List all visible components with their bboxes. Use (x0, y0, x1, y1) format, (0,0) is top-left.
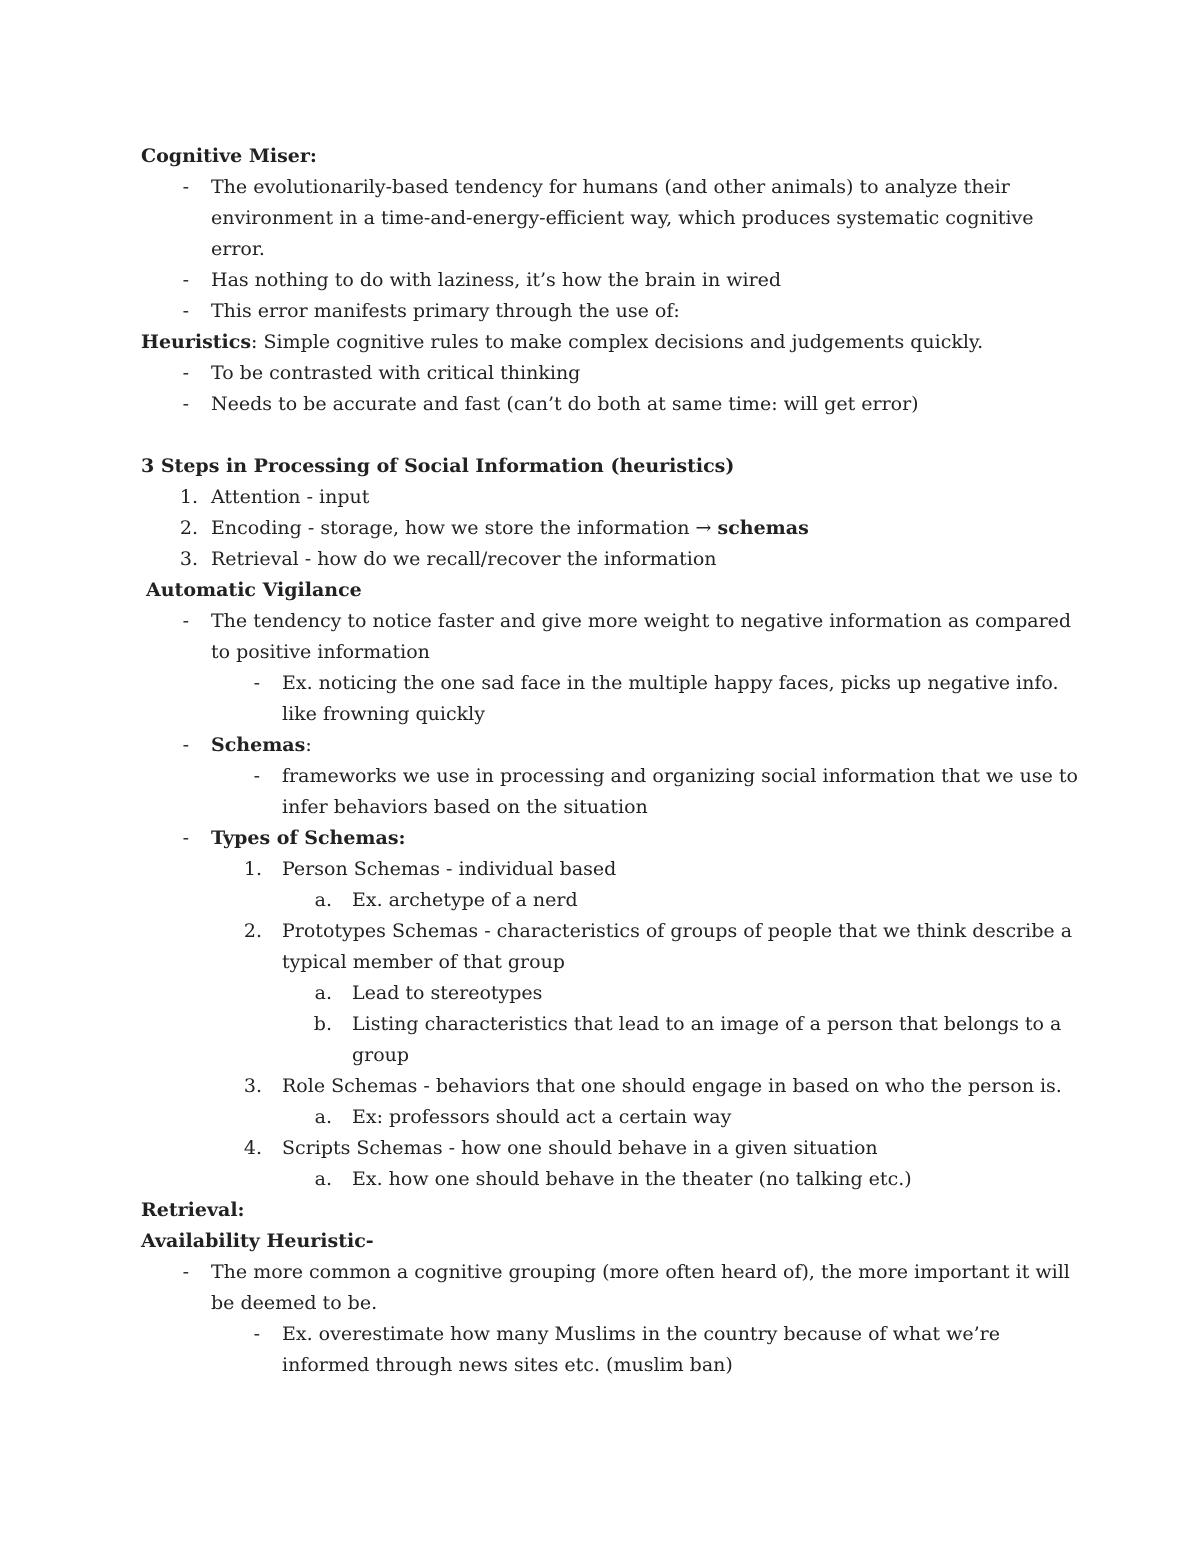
scripts-schemas-example: Ex. how one should behave in the theater (no talking etc.) (352, 1168, 912, 1190)
schemas-definition: frameworks we use in processing and organizing social information that we use to (282, 765, 1078, 787)
scripts-schemas: Scripts Schemas - how one should behave in a given situation (282, 1137, 878, 1159)
bullet-dash: - (182, 300, 189, 322)
step-encoding-schemas: schemas (717, 517, 809, 539)
cognitive-miser-definition: error. (211, 238, 265, 260)
list-number: 1. (243, 858, 262, 880)
bullet-dash: - (253, 672, 260, 694)
list-number: 4. (243, 1137, 262, 1159)
prototype-schemas-a: Lead to stereotypes (352, 982, 543, 1004)
steps-heading: 3 Steps in Processing of Social Information (heuristics) (141, 455, 735, 477)
availability-example: Ex. overestimate how many Muslims in the country because of what we’re (282, 1323, 1000, 1345)
vigilance-heading: Automatic Vigilance (146, 579, 362, 601)
bullet-dash: - (182, 1261, 189, 1283)
list-letter: a. (314, 982, 332, 1004)
list-number: 2. (179, 517, 198, 539)
list-letter: b. (313, 1013, 332, 1035)
role-schemas: Role Schemas - behaviors that one should engage in based on who the person is. (282, 1075, 1062, 1097)
bullet-dash: - (253, 1323, 260, 1345)
retrieval-heading: Retrieval: (141, 1199, 245, 1221)
bullet-dash: - (182, 827, 189, 849)
heuristics-accurate: Needs to be accurate and fast (can’t do both at same time: will get error) (211, 393, 919, 415)
availability-example: informed through news sites etc. (muslim ban) (282, 1354, 733, 1376)
schemas-label: Schemas (211, 734, 306, 756)
bullet-dash: - (182, 734, 189, 756)
manifests-note: This error manifests primary through the use of: (211, 300, 680, 322)
list-letter: a. (314, 1106, 332, 1128)
vigilance-definition: to positive information (211, 641, 430, 663)
list-number: 2. (243, 920, 262, 942)
bullet-dash: - (253, 765, 260, 787)
availability-heuristic-heading: Availability Heuristic- (141, 1230, 374, 1252)
cognitive-miser-heading: Cognitive Miser: (141, 145, 317, 167)
vigilance-example: Ex. noticing the one sad face in the multiple happy faces, picks up negative info. (282, 672, 1059, 694)
step-retrieval: Retrieval - how do we recall/recover the information (211, 548, 717, 570)
bullet-dash: - (182, 610, 189, 632)
cognitive-miser-definition: environment in a time-and-energy-efficient way, which produces systematic cognitive (211, 207, 1034, 229)
laziness-note: Has nothing to do with laziness, it’s how the brain in wired (211, 269, 782, 291)
schemas-heading (211, 730, 312, 761)
list-number: 3. (243, 1075, 262, 1097)
list-letter: a. (314, 889, 332, 911)
types-of-schemas-heading: Types of Schemas: (211, 827, 406, 849)
bullet-dash: - (182, 176, 189, 198)
prototype-schemas-b: Listing characteristics that lead to an image of a person that belongs to a (352, 1013, 1062, 1035)
step-encoding-text: Encoding - storage, how we store the information → (211, 517, 718, 539)
bullet-dash: - (182, 362, 189, 384)
availability-definition: The more common a cognitive grouping (more often heard of), the more important it will (211, 1261, 1070, 1283)
list-number: 1. (179, 486, 198, 508)
vigilance-example: like frowning quickly (282, 703, 485, 725)
person-schemas: Person Schemas - individual based (282, 858, 617, 880)
schemas-definition: infer behaviors based on the situation (282, 796, 648, 818)
list-number: 3. (179, 548, 198, 570)
heuristics-label: Heuristics (141, 331, 252, 353)
bullet-dash: - (182, 393, 189, 415)
heuristics-text: : Simple cognitive rules to make complex decisions and judgements quickly. (251, 331, 984, 353)
heuristics-contrast: To be contrasted with critical thinking (211, 362, 581, 384)
list-letter: a. (314, 1168, 332, 1190)
cognitive-miser-definition: The evolutionarily-based tendency for humans (and other animals) to analyze their (211, 176, 1010, 198)
prototype-schemas: typical member of that group (282, 951, 565, 973)
schemas-colon: : (305, 734, 312, 756)
availability-definition: be deemed to be. (211, 1292, 378, 1314)
prototype-schemas: Prototypes Schemas - characteristics of groups of people that we think describe a (282, 920, 1073, 942)
vigilance-definition: The tendency to notice faster and give more weight to negative information as compared (211, 610, 1072, 632)
role-schemas-example: Ex: professors should act a certain way (352, 1106, 732, 1128)
prototype-schemas-b: group (352, 1044, 410, 1066)
bullet-dash: - (182, 269, 189, 291)
step-attention: Attention - input (211, 486, 370, 508)
person-schemas-example: Ex. archetype of a nerd (352, 889, 578, 911)
heuristics-definition (141, 327, 983, 358)
step-encoding (211, 513, 809, 544)
